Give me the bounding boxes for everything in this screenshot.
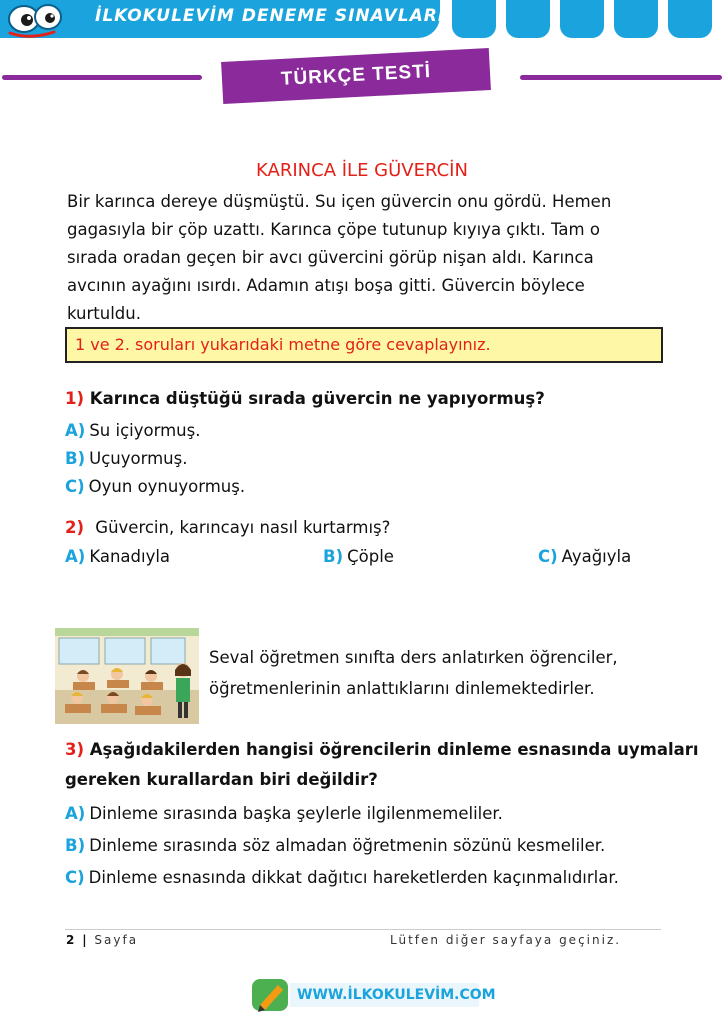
header-tile xyxy=(560,0,604,38)
option-text: Su içiyormuş. xyxy=(89,421,201,440)
option-letter: A) xyxy=(65,804,86,823)
option-text: Uçuyormuş. xyxy=(89,449,188,468)
q2-option-a[interactable] xyxy=(65,547,170,566)
q1-option-b[interactable] xyxy=(65,449,187,468)
option-text: Çöple xyxy=(347,547,394,566)
header-tile xyxy=(452,0,496,38)
q3-option-c[interactable] xyxy=(65,868,619,887)
instruction-box: 1 ve 2. soruları yukarıdaki metne göre cevaplayınız. xyxy=(65,327,663,363)
option-text: Oyun oynuyormuş. xyxy=(88,477,246,496)
footer-divider xyxy=(65,929,661,930)
option-text: Kanadıyla xyxy=(89,547,171,566)
question-1 xyxy=(65,389,545,408)
q3-option-b[interactable] xyxy=(65,836,605,855)
story-line: gagasıyla bir çöp uzattı. Karınca çöpe tutunup kıyıya çıktı. Tam o xyxy=(67,220,600,239)
classroom-illustration xyxy=(55,628,199,724)
option-letter: C) xyxy=(538,547,558,566)
option-text: Dinleme sırasında söz almadan öğretmenin sözünü kesmeliler. xyxy=(89,836,606,855)
q2-option-b[interactable] xyxy=(323,547,394,566)
question-text: Aşağıdakilerden hangisi öğrencilerin dinleme esnasında uymaları xyxy=(89,740,699,759)
header-tile xyxy=(668,0,712,38)
website-link[interactable]: WWW.İLKOKULEVİM.COM xyxy=(297,987,496,1003)
option-letter: A) xyxy=(65,421,86,440)
site-title: İLKOKULEVİM DENEME SINAVLARI xyxy=(95,6,446,26)
question-text: Güvercin, karıncayı nasıl kurtarmış? xyxy=(95,518,391,537)
passage-line: Seval öğretmen sınıfta ders anlatırken öğrenciler, xyxy=(209,648,618,667)
mascot-eyes-icon xyxy=(4,2,66,38)
story-line: avcının ayağını ısırdı. Adamın atışı boşa gitti. Güvercin böylece xyxy=(67,276,585,295)
question-3 xyxy=(65,740,699,759)
story-line: Bir karınca dereye düşmüştü. Su içen güvercin onu gördü. Hemen xyxy=(67,192,612,211)
question-number: 2) xyxy=(65,518,85,537)
question-text: Karınca düştüğü sırada güvercin ne yapıyormuş? xyxy=(89,389,545,408)
option-text: Dinleme esnasında dikkat dağıtıcı hareketlerden kaçınmalıdırlar. xyxy=(88,868,619,887)
header-tile xyxy=(614,0,658,38)
question-2 xyxy=(65,518,390,537)
option-letter: C) xyxy=(65,477,85,496)
question-number: 3) xyxy=(65,740,85,759)
header-tile xyxy=(506,0,550,38)
story-title: KARINCA İLE GÜVERCİN xyxy=(256,160,468,181)
q3-option-a[interactable] xyxy=(65,804,503,823)
option-letter: B) xyxy=(323,547,344,566)
test-title: TÜRKÇE TESTİ xyxy=(280,61,432,90)
option-letter: A) xyxy=(65,547,86,566)
page-separator: | xyxy=(82,933,89,947)
question-3-continued: gereken kurallardan biri değildir? xyxy=(65,770,378,789)
footer-note: Lütfen diğer sayfaya geçiniz. xyxy=(390,933,622,947)
option-text: Dinleme sırasında başka şeylerle ilgilenmemeliler. xyxy=(89,804,503,823)
test-title-banner xyxy=(221,48,491,104)
story-line: sırada oradan geçen bir avcı güvercini görüp nişan aldı. Karınca xyxy=(67,248,594,267)
story-line: kurtuldu. xyxy=(67,304,141,323)
question-number: 1) xyxy=(65,389,85,408)
passage-line: öğretmenlerinin anlattıklarını dinlemektedirler. xyxy=(209,679,595,698)
q1-option-c[interactable] xyxy=(65,477,245,496)
page-label: Sayfa xyxy=(94,933,139,947)
option-letter: B) xyxy=(65,836,86,855)
q1-option-a[interactable] xyxy=(65,421,200,440)
option-text: Ayağıyla xyxy=(561,547,632,566)
page-number-value: 2 xyxy=(66,933,77,947)
page-number xyxy=(66,933,138,947)
passage-text xyxy=(209,642,689,704)
header-rule-right xyxy=(520,75,722,80)
story-text xyxy=(67,188,667,328)
header-rule-left xyxy=(2,75,202,80)
option-letter: C) xyxy=(65,868,85,887)
option-letter: B) xyxy=(65,449,86,468)
q2-option-c[interactable] xyxy=(538,547,631,566)
